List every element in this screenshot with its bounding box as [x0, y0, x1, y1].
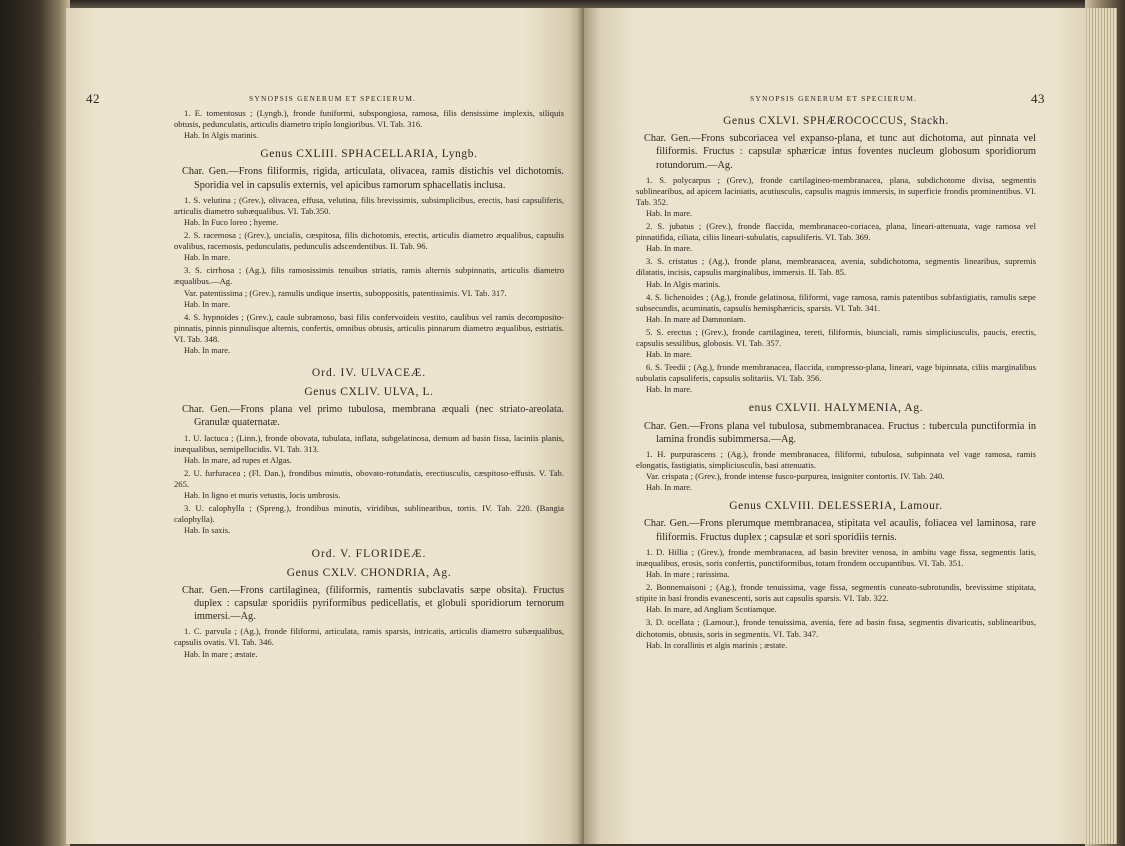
genus-heading: Genus CXLIV. ULVA, L. [304, 386, 434, 399]
species-entry: 4. S. hypnoides ; (Grev.), caule subramoso, basi filis confervoideis vestito, caulibus vel ramis decomposito-pinnatis, pinnis pinnulisque alternis, confertis, omnibus obtusis, articulis pinnarum diametro æqualibus, estriatis. VI. Tab. 348. [174, 311, 564, 344]
habitat-line: Hab. In mare ; æstate. [184, 649, 258, 659]
genus-heading: enus CXLVII. HALYMENIA, Ag. [748, 402, 924, 415]
habitat-line: Hab. In mare, ad rupes et Algas. [184, 455, 292, 465]
species-entry: 3. D. ocellata ; (Lamour.), fronde tenuissima, avenia, fere ad basin fissa, segmentis divaricatis, sublinearibus, dichotomis, obtusis, soris in segmentis. VI. Tab. 347. [636, 617, 1036, 639]
habitat-line: Hab. In mare ; rarissima. [646, 570, 730, 580]
habitat-line: Hab. In mare, ad Angliam Scotiamque. [646, 605, 777, 615]
habitat-line: Hab. In mare. [184, 346, 231, 355]
habitat-line: Hab. In corallinis et algis marinis ; æstate. [646, 640, 788, 650]
left-page-number: 42 [86, 91, 100, 106]
species-entry: 1. E. tomentosus ; (Lyngb.), fronde funiformi, subspongiosa, ramosa, filis densissime implexis, siliquis obtusis, pedunculatis, articulis diametro triplo longioribus. VI. Tab. 316. [174, 108, 564, 130]
left-page [66, 8, 584, 844]
species-entry: 2. U. furfuracea ; (Fl. Dan.), frondibus minutis, obovato-rotundatis, erectiusculis, cæspitoso-effusis. V. Tab. 265. [174, 467, 564, 490]
order-heading: Ord. IV. ULVACEÆ. [311, 367, 427, 380]
genus-heading: Genus CXLVI. SPHÆROCOCCUS, Stackh. [723, 115, 949, 127]
habitat-line: Hab. In mare ad Damnoniam. [646, 314, 746, 324]
habitat-line: Hab. In mare. [646, 350, 693, 360]
habitat-line: Hab. In mare. [646, 483, 693, 493]
habitat-line: Hab. In mare. [184, 299, 231, 309]
character-description: Char. Gen.—Frons plana vel tubulosa, submembranacea. Fructus : tubercula punctiformia in lamina frondis subimmersa.—Ag. [644, 420, 1036, 445]
right-page-number: 43 [1031, 91, 1045, 106]
habitat-line: Hab. In mare. [646, 244, 693, 254]
species-entry: 3. U. calophylla ; (Spreng.), frondibus minutis, viridibus, sublinearibus, tortis. IV. Tab. 220. (Bangia calophylla). [174, 503, 564, 525]
left-running-head: SYNOPSIS GENERUM ET SPECIERUM. [249, 94, 417, 103]
book-left-edge [0, 0, 70, 846]
habitat-line: Hab. In Algis marinis. [184, 131, 259, 141]
species-entry: Var. crispata ; (Grev.), fronde intense fusco-purpurea, insigniter contortis. IV. Tab. 240. [646, 471, 945, 482]
habitat-line: Hab. In mare. [646, 208, 693, 218]
character-description: Char. Gen.—Frons subcoriacea vel expanso-plana, et tunc aut dichotoma, aut pinnata vel filiformis. Fructus : capsulæ sphæricæ intus foventes nucleum globosum sporidiorum rotundorum.—Ag. [644, 133, 1036, 171]
species-entry: Var. patentissima ; (Grev.), ramulis undique insertis, suboppositis, patentissimis. VI. Tab. 317. [184, 287, 507, 298]
habitat-line: Hab. In mare. [646, 385, 693, 395]
page-edges [1087, 8, 1117, 844]
species-entry: 6. S. Teedii ; (Ag.), fronde membranacea, flaccida, compresso-plana, lineari, vage bipinnata, ciliis marginalibus subulatis capsuliferis, capsulis solitariis. VI. Tab. 356. [636, 362, 1036, 384]
habitat-line: Hab. In Fuco loreo ; hyeme. [184, 217, 279, 227]
species-entry: 3. S. cirrhosa ; (Ag.), filis ramosissimis tenuibus striatis, ramis alternis subpinnatis, articulis diametro æqualibus.—Ag. [174, 265, 564, 287]
species-entry: 2. S. jubatus ; (Grev.), fronde flaccida, membranaceo-coriacea, plana, lineari-attenuata, vage ramosa vel pinnatifida, ciliata, ciliis lineari-subulatis, capsuliferis. VI. Tab. 369. [636, 221, 1036, 243]
order-heading: Ord. V. FLORIDEÆ. [311, 547, 427, 560]
right-text-column [636, 108, 1036, 653]
species-entry: 3. S. cristatus ; (Ag.), fronde plana, membranacea, avenia, subdichotoma, segmentis linearibus, supremis dilatatis, incisis, capsulis marginalibus, immersis. II. Tab. 85. [636, 256, 1036, 278]
character-description: Char. Gen.—Frons filiformis, rigida, articulata, olivacea, ramis distichis vel dichotomis. Sporidia vel in capsulis externis, vel apicibus ramorum sphacellatis inclusa. [182, 166, 564, 191]
species-entry: 1. S. velutina ; (Grev.), olivacea, effusa, velutina, filis brevissimis, subsimplicibus, erectis, basi capsuliferis, articulis diametro subæqualibus. VI. Tab.350. [174, 194, 564, 216]
habitat-line: Hab. In Algis marinis. [646, 279, 721, 289]
species-entry: 2. S. racemosa ; (Grev.), uncialis, cæspitosa, filis dichotomis, erectis, articulis diametro æqualibus, capsulis ovalibus, racemosis, pedunculatis, pedunculis adscendentibus. II. Tab. 96. [174, 230, 564, 252]
genus-heading: Genus CXLIII. SPHACELLARIA, Lyngb. [260, 148, 478, 161]
right-page [584, 8, 1086, 844]
species-entry: 5. S. erectus ; (Grev.), fronde cartilaginea, tereti, filiformis, biunciali, ramis simpliciusculis, paucis, erectis, capsulis sessilibus, globosis. VI. Tab. 357. [636, 326, 1036, 349]
species-entry: 1. H. purpurascens ; (Ag.), fronde membranacea, filiformi, tubulosa, subpinnata vel vage ramosa, ramis elongatis, fastigiatis, simpliciusculis, basi attenuatis. [636, 448, 1036, 471]
character-description: Char. Gen.—Frons plana vel primo tubulosa, membrana æquali (nec striato-areolata. Granulæ quaternatæ. [182, 404, 564, 429]
left-text-column [174, 108, 564, 662]
right-running-head: SYNOPSIS GENERUM ET SPECIERUM. [750, 94, 918, 103]
species-entry: 1. U. lactuca ; (Linn.), fronde obovata, tubulata, inflata, subgelatinosa, demum ad basin fissa, laciniis planis, inæqualibus, semipellucidis. VI. Tab. 313. [174, 432, 564, 454]
habitat-line: Hab. In mare. [184, 253, 231, 263]
genus-heading: Genus CXLVIII. DELESSERIA, Lamour. [729, 500, 943, 513]
species-entry: 1. C. parvula ; (Ag.), fronde filiformi, articulata, ramis sparsis, intricatis, articulis diametro subæqualibus, capsulis ovatis. VI. Tab. 346. [174, 626, 564, 648]
habitat-line: Hab. In saxis. [184, 526, 231, 536]
habitat-line: Hab. In ligno et muris vetustis, locis umbrosis. [184, 491, 341, 501]
character-description: Char. Gen.—Frons cartilaginea, (filiformis, ramentis subclavatis sæpe obsita). Fructus duplex : capsulæ sporidiis pyriformibus pedicellatis, et globuli sporidiorum ternorum immersi.—Ag. [182, 584, 564, 623]
species-entry: 4. S. lichenoides ; (Ag.), fronde gelatinosa, filiformi, vage ramosa, ramis patentibus subfastigiatis, ramulis sæpe subsecundis, acuminatis, capsulis hemisphæricis, sparsis. VI. Tab. 341. [636, 291, 1036, 313]
species-entry: 1. S. polycarpus ; (Grev.), fronde cartilagineo-membranacea, plana, subdichotome divisa, segmentis sublinearibus, ad apicem laciniatis, acutiusculis, capsulis magnis immersis, in superficie frondis prominentibus. VI. Tab. 352. [636, 174, 1036, 207]
genus-heading: Genus CXLV. CHONDRIA, Ag. [286, 566, 452, 579]
species-entry: 1. D. Hillia ; (Grev.), fronde membranacea, ad basin breviter venosa, in ambitu vage fissa, segmentis latis, inæqualibus, erosis, soris confertis, punctiformibus, totam frondem occupantibus. VI. Tab. 351. [636, 546, 1036, 568]
species-entry: 2. Bonnemaisoni ; (Ag.), fronde tenuissima, vage fissa, segmentis cuneato-subrotundis, brevissime stipitata, stipite in basi frondis evanescenti, soris aut capsulis sparsis. VI. Tab. 322. [636, 582, 1036, 604]
character-description: Char. Gen.—Frons plerumque membranacea, stipitata vel acaulis, foliacea vel laminosa, rare filiformis. Fructus duplex ; capsulæ et sori sporidiis ternis. [644, 518, 1036, 543]
